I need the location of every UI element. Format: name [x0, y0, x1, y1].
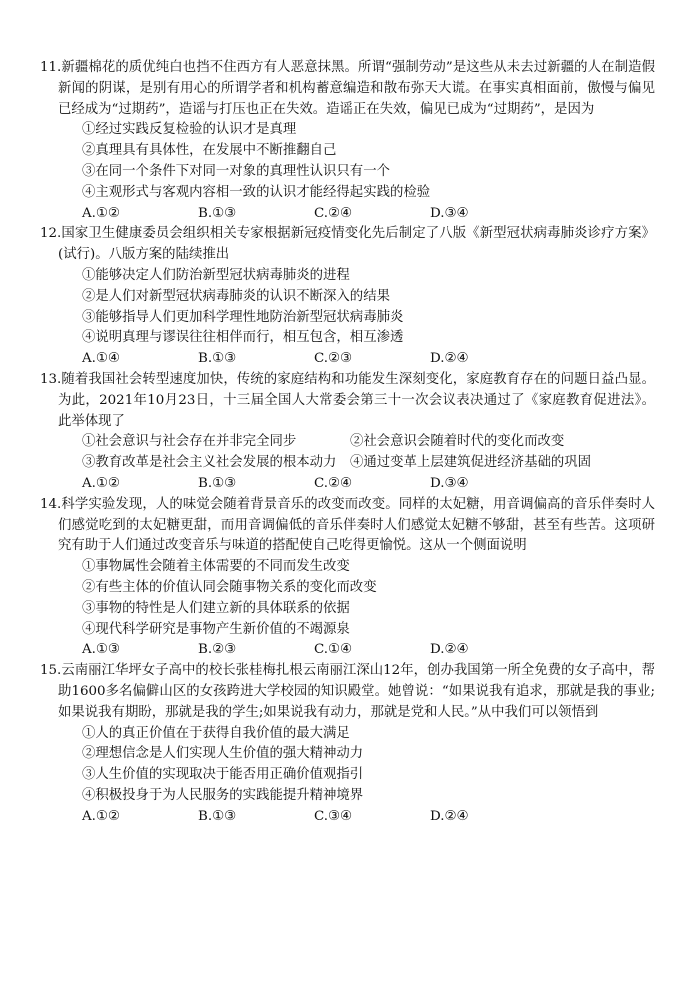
answer-c[interactable]: C.②④ — [314, 475, 353, 491]
question-13 — [40, 370, 655, 495]
option: ③教育改革是社会主义社会发展的根本动力 — [82, 455, 337, 471]
answer-choices — [58, 349, 655, 370]
question-text: 新疆棉花的质优纯白也挡不住西方有人恶意抹黑。所谓“强制劳动”是这些从未去过新疆的人在制造假新闻的阴谋，是别有用心的所谓学者和机构蓄意编造和散布弥天大谎。在事实真相面前，傲慢与偏见已经成为“过期药”，造谣与打压也正在失效。造谣正在失效，偏见已成为“过期药”，是因为 — [58, 60, 655, 117]
answer-d[interactable]: D.③④ — [430, 205, 469, 221]
question-stem — [40, 495, 655, 557]
option: ④积极投身于为人民服务的实践能提升精神境界 — [82, 787, 364, 803]
question-text: 随着我国社会转型速度加快，传统的家庭结构和功能发生深刻变化，家庭教育存在的问题日益凸显。为此，2021年10月23日，十三届全国人大常委会第三十一次会议表决通过了《家庭教育促进法》。此举体现了 — [58, 371, 655, 429]
question-11 — [40, 58, 655, 224]
answer-a[interactable]: A.①② — [82, 205, 120, 221]
option: ③人生价值的实现取决于能否用正确价值观指引 — [82, 767, 364, 783]
question-text: 科学实验发现，人的味觉会随着背景音乐的改变而改变。同样的太妃糖，用音调偏高的音乐伴奏时人们感觉吃到的太妃糖更甜，而用音调偏低的音乐伴奏时人们感觉太妃糖不够甜，甚至有些苦。这项研究有助于人们通过改变音乐与味道的搭配使自己吃得更愉悦。这从一个侧面说明 — [58, 496, 655, 554]
option: ④现代科学研究是事物产生新价值的不竭源泉 — [82, 621, 350, 637]
option: ②理想信念是人们实现人生价值的强大精神动力 — [82, 746, 364, 762]
answer-d[interactable]: D.②④ — [430, 808, 469, 824]
question-stem — [40, 661, 655, 723]
question-number: 11. — [40, 60, 62, 75]
question-text: 国家卫生健康委员会组织相关专家根据新冠疫情变化先后制定了八版《新型冠状病毒肺炎诊疗方案》(试行)。八版方案的陆续推出 — [58, 226, 655, 263]
option: ①人的真正价值在于获得自我价值的最大满足 — [82, 725, 350, 741]
question-stem — [40, 224, 655, 266]
answer-d[interactable]: D.③④ — [430, 475, 469, 491]
answer-b[interactable]: B.①③ — [198, 475, 237, 491]
option-row — [58, 453, 655, 474]
option: ①事物属性会随着主体需要的不同而发生改变 — [82, 559, 350, 575]
answer-d[interactable]: D.②④ — [430, 642, 469, 658]
answer-c[interactable]: C.①④ — [314, 642, 353, 658]
option: ①能够决定人们防治新型冠状病毒肺炎的进程 — [82, 267, 350, 283]
option: ②有些主体的价值认同会随事物关系的变化而改变 — [82, 579, 377, 595]
answer-b[interactable]: B.②③ — [198, 642, 237, 658]
answer-a[interactable]: A.①② — [82, 808, 120, 824]
answer-a[interactable]: A.①② — [82, 475, 120, 491]
option: ①经过实践反复检验的认识才是真理 — [82, 122, 297, 138]
answer-a[interactable]: A.①③ — [82, 642, 120, 658]
answer-d[interactable]: D.②④ — [430, 351, 469, 367]
option: ①社会意识与社会存在并非完全同步 — [82, 434, 297, 450]
answer-a[interactable]: A.①④ — [82, 351, 120, 367]
option: ③事物的特性是人们建立新的具体联系的依据 — [82, 600, 350, 616]
answer-b[interactable]: B.①③ — [198, 808, 237, 824]
answer-b[interactable]: B.①③ — [198, 205, 237, 221]
question-number: 13. — [40, 371, 62, 387]
question-number: 12. — [40, 226, 62, 242]
question-number: 14. — [40, 496, 62, 512]
answer-b[interactable]: B.①③ — [198, 351, 237, 367]
question-12 — [40, 224, 655, 370]
question-stem — [40, 58, 655, 120]
option: ②是人们对新型冠状病毒肺炎的认识不断深入的结果 — [82, 288, 390, 304]
answer-choices — [58, 640, 655, 661]
option: ③能够指导人们更加科学理性地防治新型冠状病毒肺炎 — [82, 309, 404, 325]
answer-choices — [58, 474, 655, 495]
option: ②社会意识会随着时代的变化而改变 — [350, 434, 565, 450]
option-row — [58, 432, 655, 453]
option: ④主观形式与客观内容相一致的认识才能经得起实践的检验 — [82, 184, 431, 200]
answer-c[interactable]: C.③④ — [314, 808, 353, 824]
option: ②真理具有具体性，在发展中不断推翻自己 — [82, 143, 337, 159]
option: ④通过变革上层建筑促进经济基础的巩固 — [350, 455, 592, 471]
question-number: 15. — [40, 663, 62, 679]
question-text: 云南丽江华坪女子高中的校长张桂梅扎根云南丽江深山12年，创办我国第一所全免费的女子高中，帮助1600多名偏僻山区的女孩跨进大学校园的知识殿堂。她曾说：“如果说我有追求，那就是我的事业;如果说我有期盼，那就是我的学生;如果说我有动力，那就是党和人民。”从中我们可以领悟到 — [58, 663, 655, 720]
question-stem — [40, 370, 655, 432]
option: ④说明真理与谬误往往相伴而行，相互包含，相互渗透 — [82, 330, 404, 346]
answer-choices — [58, 204, 655, 225]
answer-c[interactable]: C.②③ — [314, 351, 353, 367]
answer-c[interactable]: C.②④ — [314, 205, 353, 221]
option: ③在同一个条件下对同一对象的真理性认识只有一个 — [82, 163, 390, 179]
answer-choices — [58, 807, 655, 828]
question-15 — [40, 661, 655, 827]
question-14 — [40, 495, 655, 661]
